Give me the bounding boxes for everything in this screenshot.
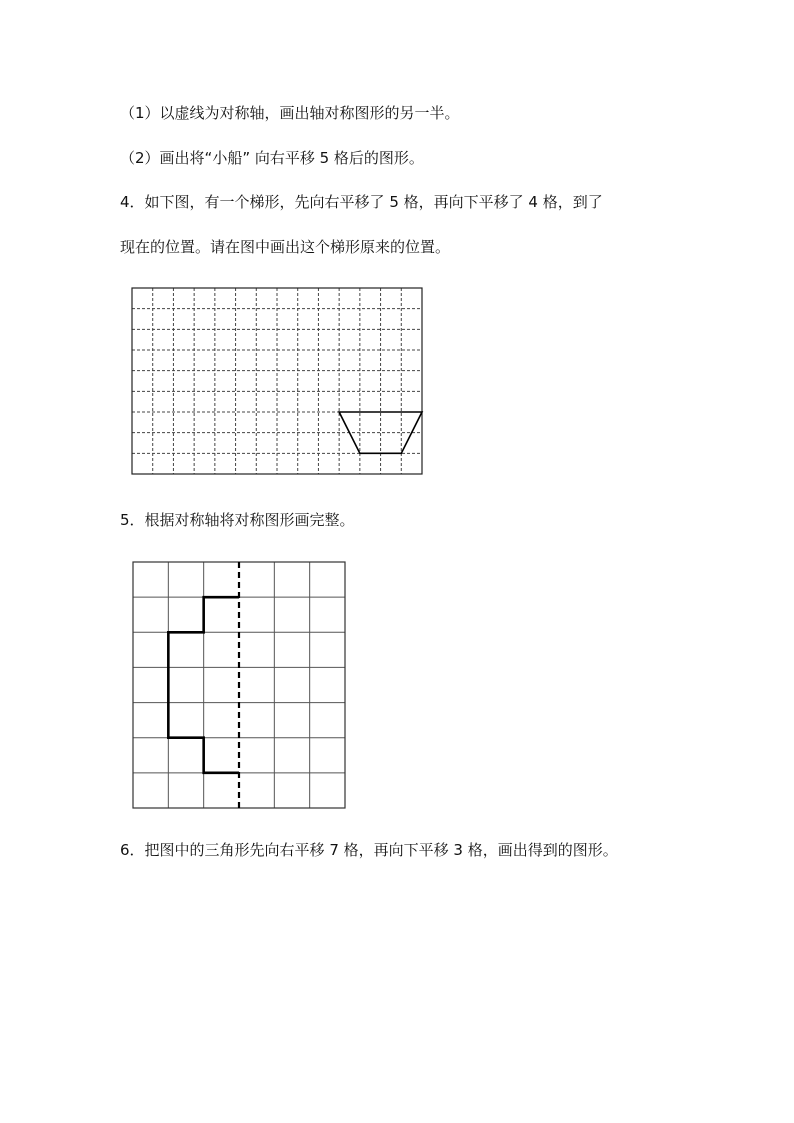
question-3-part-2: （2）画出将“小船” 向右平移 5 格后的图形。 [120, 149, 424, 167]
question-5: 5．根据对称轴将对称图形画完整。 [120, 511, 355, 529]
question-3-part-1: （1）以虚线为对称轴，画出轴对称图形的另一半。 [120, 104, 460, 122]
question-6: 6．把图中的三角形先向右平移 7 格，再向下平移 3 格，画出得到的图形。 [120, 841, 618, 859]
symmetry-grid-figure [132, 561, 346, 809]
question-4-line-2: 现在的位置。请在图中画出这个梯形原来的位置。 [120, 238, 451, 256]
trapezoid-grid-figure [131, 287, 423, 475]
question-4-line-1: 4．如下图，有一个梯形，先向右平移了 5 格，再向下平移了 4 格，到了 [120, 193, 603, 211]
